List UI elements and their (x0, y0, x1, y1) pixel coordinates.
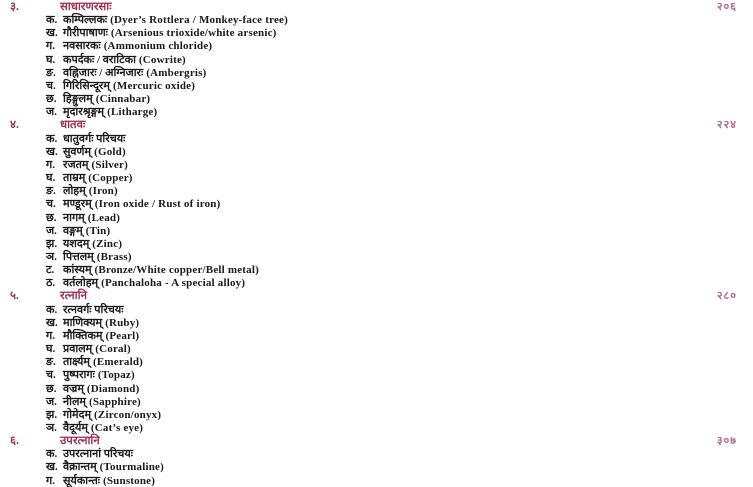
section-page-number: २८० (716, 290, 737, 303)
item-devanagari-term: मृदारश्रृङ्गम् (63, 106, 105, 119)
item-english-gloss: (Litharge) (107, 106, 158, 119)
toc-item-row (10, 198, 737, 211)
item-letter: ट. (46, 264, 55, 277)
toc-item-row (10, 14, 737, 27)
toc-section-row (10, 290, 737, 303)
toc-section-row (10, 435, 737, 448)
item-english-gloss: (Emerald) (92, 356, 144, 369)
item-letter: ख. (46, 145, 58, 158)
item-devanagari-term: सूर्यकान्तः (63, 474, 100, 487)
item-letter: ग. (46, 40, 55, 53)
item-english-gloss: (Brass) (96, 250, 132, 263)
item-english-gloss: (Arsenious trioxide/white arsenic) (110, 27, 277, 40)
item-letter: ग. (46, 158, 55, 171)
item-text (63, 317, 139, 330)
item-english-gloss: (Silver) (91, 158, 128, 171)
item-text (63, 251, 132, 264)
item-english-gloss: (Sunstone) (103, 474, 156, 487)
item-english-gloss: (Pearl) (105, 329, 140, 342)
toc-item-row (10, 40, 737, 53)
item-english-gloss: (Mercuric oxide) (113, 79, 196, 92)
toc-item-row (10, 93, 737, 106)
item-letter: च. (46, 198, 56, 211)
item-devanagari-term: पुष्परागः (63, 369, 95, 382)
item-devanagari-term: रजतम् (63, 158, 89, 171)
section-title: रत्नानि (60, 290, 87, 303)
item-letter: ख. (46, 27, 58, 40)
toc-item-row (10, 304, 737, 317)
toc-item-row (10, 448, 737, 461)
item-text (63, 14, 288, 27)
item-text (63, 133, 128, 146)
item-english-gloss: (Gold) (94, 145, 126, 158)
toc-item-row (10, 225, 737, 238)
item-text (63, 67, 207, 80)
item-devanagari-term: लोहम् (63, 185, 86, 198)
item-devanagari-term: तार्क्ष्यम् (63, 356, 90, 369)
item-devanagari-term: नवसारकः (63, 40, 101, 53)
item-devanagari-term: प्रवालम् (63, 343, 93, 356)
item-text (63, 448, 136, 461)
item-text (63, 264, 259, 277)
item-letter: घ. (46, 53, 56, 66)
toc-item-row (10, 383, 737, 396)
toc-item-row (10, 422, 737, 435)
item-english-gloss: (Ambergris) (146, 66, 207, 79)
toc-item-row (10, 159, 737, 172)
item-letter: ख. (46, 461, 58, 474)
item-letter: ङ. (46, 356, 56, 369)
section-number: ५. (10, 290, 19, 303)
item-english-gloss: (Panchaloha - A special alloy) (101, 277, 246, 290)
toc-item-row (10, 238, 737, 251)
toc-item-row (10, 264, 737, 277)
item-devanagari-term: सुवर्णम् (63, 145, 92, 158)
item-text (63, 396, 141, 409)
item-devanagari-term: माणिक्यम् (63, 316, 103, 329)
toc-item-row (10, 251, 737, 264)
toc-item-row (10, 369, 737, 382)
toc-item-row (10, 396, 737, 409)
item-text (63, 304, 126, 317)
item-letter: क. (46, 303, 58, 316)
item-text (63, 27, 277, 40)
item-english-gloss: (Copper) (88, 172, 133, 185)
item-letter: ज. (46, 395, 57, 408)
toc-item-row (10, 356, 737, 369)
item-letter: ञ. (46, 250, 57, 263)
item-letter: ङ. (46, 66, 56, 79)
item-english-gloss: (Iron) (88, 185, 118, 198)
toc-item-row (10, 54, 737, 67)
item-text (63, 93, 150, 106)
toc-item-row (10, 475, 737, 487)
section-page-number: २२४ (716, 119, 737, 132)
item-text (63, 225, 110, 238)
item-devanagari-term: धातुवर्गः परिचयः (63, 132, 126, 145)
toc-item-row (10, 277, 737, 290)
toc-item-row (10, 317, 737, 330)
toc-section-row (10, 119, 737, 132)
item-text (63, 146, 126, 159)
item-devanagari-term: हिङ्गुलम् (63, 93, 93, 106)
item-english-gloss: (Cowrite) (138, 53, 186, 66)
section-number: ३. (10, 1, 19, 13)
item-letter: ज. (46, 224, 57, 237)
item-devanagari-term: वैक्रान्तम् (63, 461, 97, 474)
item-text (63, 461, 164, 474)
item-english-gloss: (Iron oxide / Rust of iron) (94, 198, 221, 211)
item-english-gloss: (Lead) (87, 211, 121, 224)
item-devanagari-term: गोमेदम् (63, 408, 92, 421)
toc-item-row (10, 106, 737, 119)
item-letter: क. (46, 132, 58, 145)
toc-item-row (10, 185, 737, 198)
item-letter: ग. (46, 474, 55, 487)
item-letter: क. (46, 448, 58, 461)
item-english-gloss: (Cinnabar) (95, 93, 151, 106)
item-english-gloss: (Coral) (95, 343, 131, 356)
toc-item-row (10, 133, 737, 146)
item-devanagari-term: वैदूर्यम् (63, 422, 88, 434)
section-page-number: २०६ (716, 1, 737, 13)
section-title: उपरत्नानि (60, 435, 100, 448)
item-english-gloss: (Zircon/onyx) (94, 408, 162, 421)
item-text (63, 356, 143, 369)
toc-item-row (10, 461, 737, 474)
item-letter: ग. (46, 329, 55, 342)
item-letter: च. (46, 369, 56, 382)
item-devanagari-term: मण्डूरम् (63, 198, 92, 211)
toc-item-row (10, 343, 737, 356)
item-devanagari-term: कम्पिल्लकः (63, 14, 108, 27)
toc-item-row (10, 67, 737, 80)
item-text (63, 40, 212, 53)
item-letter: ज. (46, 106, 57, 119)
item-devanagari-term: रत्नवर्गः परिचयः (63, 303, 124, 316)
toc-item-row (10, 27, 737, 40)
item-text (63, 159, 128, 172)
item-devanagari-term: उपरत्नानां परिचयः (63, 448, 133, 461)
toc-item-row (10, 330, 737, 343)
section-title: धातवः (60, 119, 86, 132)
item-english-gloss: (Tourmaline) (99, 461, 164, 474)
item-text (63, 369, 135, 382)
item-devanagari-term: वर्तलोहम् (63, 277, 99, 290)
item-text (63, 343, 131, 356)
item-english-gloss: (Diamond) (86, 382, 140, 395)
item-letter: छ. (46, 93, 57, 106)
item-text (63, 383, 139, 396)
item-devanagari-term: वङ्गम् (63, 224, 83, 237)
item-text (63, 172, 133, 185)
item-letter: घ. (46, 343, 56, 356)
toc-item-row (10, 80, 737, 93)
item-letter: ञ. (46, 422, 57, 434)
item-text (63, 80, 195, 93)
item-devanagari-term: कांस्यम् (63, 264, 92, 277)
item-letter: ठ. (46, 277, 56, 290)
item-text (63, 106, 157, 119)
item-letter: घ. (46, 172, 56, 185)
item-english-gloss: (Zinc) (92, 237, 123, 250)
section-title: साधारणरसाः (60, 1, 112, 13)
item-letter: ख. (46, 316, 58, 329)
item-devanagari-term: नागम् (63, 211, 85, 224)
item-text (63, 277, 245, 290)
item-english-gloss: (Bronze/White copper/Bell metal) (94, 264, 259, 277)
item-english-gloss: (Dyer’s Rottlera / Monkey-face tree) (110, 14, 288, 27)
item-text (63, 475, 155, 487)
item-text (63, 198, 220, 211)
item-text (63, 54, 186, 67)
item-english-gloss: (Ammonium chloride) (103, 40, 213, 53)
item-letter: छ. (46, 211, 57, 224)
item-text (63, 212, 120, 225)
item-devanagari-term: वज्रम् (63, 382, 84, 395)
item-text (63, 422, 143, 435)
toc-section-row (10, 1, 737, 14)
item-english-gloss: (Sapphire) (89, 395, 141, 408)
toc-item-row (10, 146, 737, 159)
item-letter: क. (46, 14, 58, 27)
item-english-gloss: (Topaz) (97, 369, 135, 382)
item-letter: ङ. (46, 185, 56, 198)
item-devanagari-term: कपर्दकः / वराटिका (63, 53, 136, 66)
item-english-gloss: (Ruby) (105, 316, 140, 329)
item-letter: झ. (46, 237, 58, 250)
item-text (63, 409, 161, 422)
item-letter: च. (46, 79, 56, 92)
item-devanagari-term: नीलम् (63, 395, 86, 408)
item-letter: झ. (46, 408, 58, 421)
item-devanagari-term: ताम्रम् (63, 172, 86, 185)
item-letter: छ. (46, 382, 57, 395)
item-text (63, 238, 122, 251)
item-text (63, 185, 118, 198)
item-devanagari-term: गिरिसिन्दूरम् (63, 79, 110, 92)
section-number: ४. (10, 119, 19, 132)
toc-item-row (10, 409, 737, 422)
toc-item-row (10, 212, 737, 225)
item-devanagari-term: गौरीपाषाणः (63, 27, 108, 40)
toc-item-row (10, 172, 737, 185)
section-page-number: ३०७ (716, 435, 737, 448)
section-number: ६. (10, 435, 19, 448)
item-devanagari-term: यशदम् (63, 237, 90, 250)
item-english-gloss: (Cat’s eye) (90, 422, 144, 434)
item-devanagari-term: मौक्तिकम् (63, 329, 103, 342)
item-devanagari-term: वह्निजारः / अग्निजारः (63, 66, 144, 79)
item-english-gloss: (Tin) (85, 224, 111, 237)
item-text (63, 330, 139, 343)
item-devanagari-term: पित्तलम् (63, 250, 94, 263)
